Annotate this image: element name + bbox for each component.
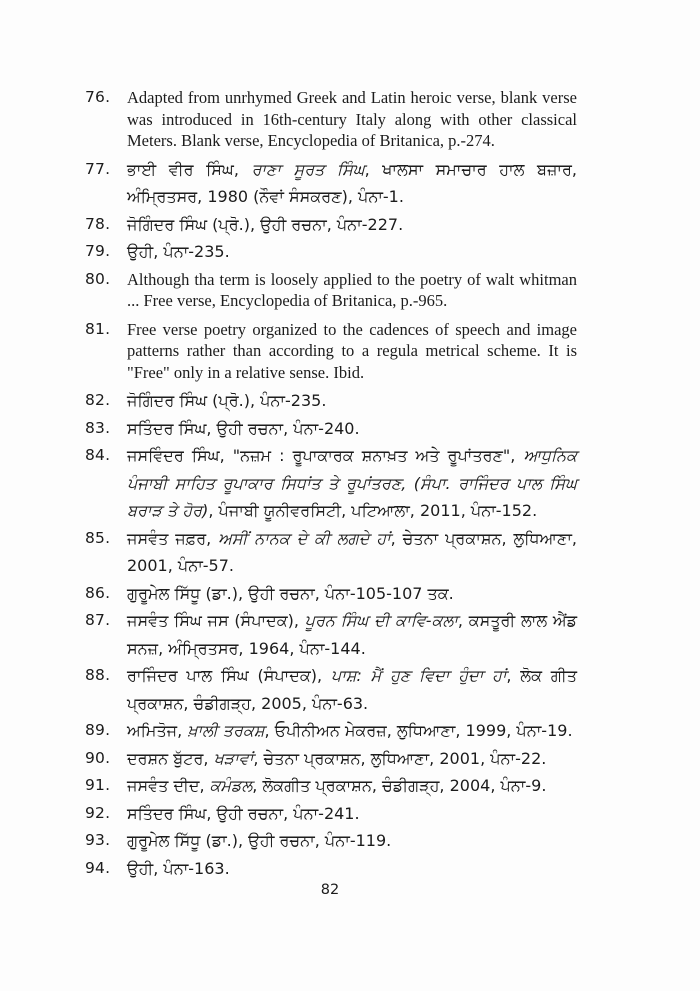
entry-number: 77.: [85, 159, 111, 178]
entry-number: 81.: [85, 319, 111, 338]
entry-text-segment: ਜਸਵੰਤ ਜਫ਼ਰ,: [127, 528, 219, 548]
entry-text-segment: ਸਤਿੰਦਰ ਸਿੰਘ, ਉਹੀ ਰਚਨਾ, ਪੰਨਾ-240.: [127, 418, 360, 438]
entry-text-segment: ਜਸਵੰਤ ਦੀਦ,: [127, 776, 210, 795]
entry-number: 76.: [85, 88, 111, 106]
entry-text: [127, 662, 577, 717]
entry-text: [127, 319, 577, 384]
entry-text: [127, 415, 577, 443]
entry-text: [127, 800, 577, 828]
entry-text: [127, 269, 577, 312]
entry-number: 89.: [85, 721, 111, 739]
entry-title-italic: ਖ਼ਾਲੀ ਤਰਕਸ਼: [187, 721, 265, 740]
entry-text-segment: ਜਸਵੰਤ ਸਿੰਘ ਜਸ (ਸੰਪਾਦਕ),: [127, 611, 305, 630]
reference-entry: [85, 266, 577, 316]
entry-text-segment: ਗੁਰੂਮੇਲ ਸਿੱਧੂ (ਡਾ.), ਉਹੀ ਰਚਨਾ, ਪੰਨਾ-119.: [127, 831, 392, 850]
entry-text-segment: ਜੋਗਿੰਦਰ ਸਿੰਘ (ਪ੍ਰੋ.), ਪੰਨਾ-235.: [127, 391, 327, 410]
entry-text: [127, 607, 577, 662]
entry-text: [127, 156, 577, 211]
reference-entry: [85, 442, 577, 525]
entry-text-segment: Adapted from unrhymed Greek and Latin heroic verse, blank verse was introduced in 16th-century Italy along with other classical Meters. Blank verse, Encyclopedia of Britanica, p.-274.: [127, 88, 577, 150]
reference-entry: [85, 580, 577, 608]
entry-number: 82.: [85, 391, 111, 409]
entry-number: 83.: [85, 418, 111, 437]
entry-text-segment: , ਲੋਕਗੀਤ ਪ੍ਰਕਾਸ਼ਨ, ਚੰਡੀਗੜ੍ਹ, 2004, ਪੰਨਾ-9.: [252, 776, 547, 795]
entry-number: 92.: [85, 803, 111, 822]
entry-text-segment: Although tha term is loosely applied to the poetry of walt whitman ... Free verse, Encyclopedia of Britanica, p.-965.: [127, 269, 577, 310]
entry-text-segment: ਦਰਸ਼ਨ ਬੁੱਟਰ,: [127, 748, 214, 768]
entry-text-segment: , ਪੰਜਾਬੀ ਯੂਨੀਵਰਸਿਟੀ, ਪਟਿਆਲਾ, 2011, ਪੰਨਾ-152.: [208, 501, 538, 520]
reference-entry: [85, 387, 577, 415]
entry-text-segment: ਰਾਜਿੰਦਰ ਪਾਲ ਸਿੰਘ (ਸੰਪਾਦਕ),: [127, 666, 331, 685]
entry-text-segment: ਜੋਗਿੰਦਰ ਸਿੰਘ (ਪ੍ਰੋ.), ਉਹੀ ਰਚਨਾ, ਪੰਨਾ-227.: [127, 214, 404, 234]
entry-number: 79.: [85, 242, 111, 260]
entry-number: 93.: [85, 831, 111, 849]
entry-text-segment: , ਖਾਲਸਾ ਸਮਾਚਾਰ ਹਾਲ ਬਜ਼ਾਰ, ਅੰਮ੍ਰਿਤਸਰ, 1980 (ਨੌਵਾਂ ਸੰਸਕਰਣ), ਪੰਨਾ-1.: [127, 159, 578, 206]
entry-text-segment: ਅਮਿਤੋਜ,: [127, 721, 188, 740]
reference-entry: [85, 156, 577, 211]
entry-number: 94.: [85, 858, 111, 877]
entry-number: 84.: [85, 446, 111, 464]
entry-number: 85.: [85, 528, 111, 547]
reference-entry: [85, 745, 577, 773]
entry-text-segment: Free verse poetry organized to the cadences of speech and image patterns rather than according to a regula metrical scheme. It is "Free" only in a relative sense. Ibid.: [127, 319, 577, 382]
reference-entry: [85, 772, 577, 800]
entry-title-italic: ਖੜਾਵਾਂ: [213, 748, 254, 768]
entry-text-segment: ਜਸਵਿੰਦਰ ਸਿੰਘ, "ਨਜ਼ਮ : ਰੂਪਾਕਾਰਕ ਸ਼ਨਾਖ਼ਤ ਅਤੇ ਰੂਪਾਂਤਰਣ",: [127, 446, 524, 465]
entry-text: [127, 387, 577, 415]
reference-entry: [85, 211, 577, 239]
entry-title-italic: ਆਧੁਨਿਕ ਪੰਜਾਬੀ ਸਾਹਿਤ ਰੂਪਾਕਾਰ ਸਿਧਾਂਤ ਤੇ ਰੂਪਾਂਤਰਣ, (ਸੰਪਾ. ਰਾਜਿੰਦਰ ਪਾਲ ਸਿੰਘ ਬਰਾੜ ਤੇ ਹੋਰ): [127, 446, 577, 520]
entry-number: 90.: [85, 748, 111, 767]
entry-title-italic: ਕਮੰਡਲ: [209, 776, 253, 795]
reference-entry: [85, 607, 577, 662]
reference-entry: [85, 415, 577, 443]
entry-text: [127, 717, 577, 745]
reference-entry: [85, 316, 577, 388]
entry-number: 78.: [85, 214, 111, 233]
entry-text: [127, 525, 577, 580]
entry-title-italic: ਪਾਸ਼: ਮੈਂ ਹੁਣ ਵਿਦਾ ਹੁੰਦਾ ਹਾਂ: [330, 666, 507, 685]
entry-text-segment: , ਚੇਤਨਾ ਪ੍ਰਕਾਸ਼ਨ, ਲੁਧਿਆਣਾ, 2001, ਪੰਨਾ-22.: [253, 748, 547, 768]
entry-text-segment: ਸਤਿੰਦਰ ਸਿੰਘ, ਉਹੀ ਰਚਨਾ, ਪੰਨਾ-241.: [127, 803, 360, 823]
reference-entry: [85, 662, 577, 717]
entry-text: [127, 827, 577, 855]
entry-text: [127, 745, 577, 773]
entry-text-segment: ਉਹੀ, ਪੰਨਾ-163.: [127, 858, 230, 878]
entry-text-segment: , ਲੋਕ ਗੀਤ ਪ੍ਰਕਾਸ਼ਨ, ਚੰਡੀਗੜ੍ਹ, 2005, ਪੰਨਾ-63.: [127, 666, 577, 713]
entry-text: [127, 211, 577, 239]
entry-number: 86.: [85, 583, 111, 602]
reference-entry: [85, 800, 577, 828]
entry-text-segment: ਭਾਈ ਵੀਰ ਸਿੰਘ,: [127, 159, 252, 179]
reference-entry: [85, 717, 577, 745]
entry-title-italic: ਅਸੀਂ ਨਾਨਕ ਦੇ ਕੀ ਲਗਦੇ ਹਾਂ: [218, 528, 391, 548]
entry-text: [127, 772, 577, 800]
entry-title-italic: ਪੂਰਨ ਸਿੰਘ ਦੀ ਕਾਵਿ-ਕਲਾ: [304, 611, 458, 630]
reference-entry: [85, 827, 577, 855]
reference-entry: [85, 238, 577, 266]
entry-text-segment: , ਕਸਤੂਰੀ ਲਾਲ ਐਂਡ ਸਨਜ਼, ਅੰਮ੍ਰਿਤਸਰ, 1964, ਪੰਨਾ-144.: [127, 611, 577, 658]
entry-number: 91.: [85, 776, 111, 794]
reference-entry: [85, 84, 577, 156]
entry-text-segment: , ਓਪੀਨੀਅਨ ਮੇਕਰਜ਼, ਲੁਧਿਆਣਾ, 1999, ਪੰਨਾ-19.: [264, 721, 573, 740]
entry-text: [127, 580, 577, 608]
entry-number: 87.: [85, 611, 111, 629]
entry-text: [127, 87, 577, 152]
reference-entry: [85, 525, 577, 580]
entry-number: 88.: [85, 666, 111, 684]
entry-text: [127, 238, 577, 266]
reference-entry: [85, 855, 577, 883]
entry-number: 80.: [85, 269, 111, 288]
entry-title-italic: ਰਾਣਾ ਸੂਰਤ ਸਿੰਘ: [251, 159, 365, 179]
page-number: 82: [320, 882, 340, 898]
entry-text-segment: ਗੁਰੂਮੇਲ ਸਿੱਧੂ (ਡਾ.), ਉਹੀ ਰਚਨਾ, ਪੰਨਾ-105-107 ਤਕ.: [127, 583, 454, 603]
reference-list: [85, 84, 577, 882]
entry-text: [127, 442, 577, 525]
entry-text-segment: , ਚੇਤਨਾ ਪ੍ਰਕਾਸ਼ਨ, ਲੁਧਿਆਣਾ, 2001, ਪੰਨਾ-57.: [127, 528, 577, 575]
entry-text: [127, 855, 577, 883]
entry-text-segment: ਉਹੀ, ਪੰਨਾ-235.: [127, 242, 230, 261]
